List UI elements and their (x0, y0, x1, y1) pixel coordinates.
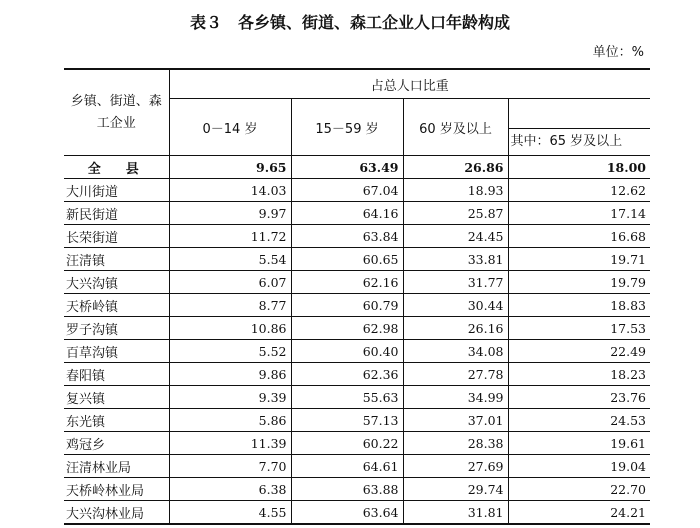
cell-age-15-59: 60.40 (291, 340, 403, 363)
cell-age-0-14: 6.07 (169, 271, 291, 294)
cell-age-65-plus: 22.49 (508, 340, 650, 363)
table-row (64, 202, 650, 225)
header-group: 占总人口比重 (169, 69, 650, 99)
cell-age-65-plus: 18.23 (508, 363, 650, 386)
cell-age-65-plus: 22.70 (508, 478, 650, 501)
cell-age-0-14: 9.97 (169, 202, 291, 225)
cell-region: 春阳镇 (64, 363, 169, 386)
cell-age-60-plus: 33.81 (403, 248, 508, 271)
cell-age-60-plus: 31.77 (403, 271, 508, 294)
cell-age-0-14: 14.03 (169, 179, 291, 202)
cell-age-15-59: 63.84 (291, 225, 403, 248)
cell-age-65-plus: 12.62 (508, 179, 650, 202)
header-region-label: 乡镇、街道、森工企业 (70, 93, 162, 131)
cell-region: 汪清镇 (64, 248, 169, 271)
cell-region: 大兴沟镇 (64, 271, 169, 294)
cell-age-0-14: 5.52 (169, 340, 291, 363)
cell-region: 天桥岭林业局 (64, 478, 169, 501)
cell-age-65-plus: 16.68 (508, 225, 650, 248)
unit-label: 单位：% (592, 45, 644, 60)
table-row (64, 340, 650, 363)
cell-age-0-14: 11.39 (169, 432, 291, 455)
cell-age-60-plus: 34.08 (403, 340, 508, 363)
header-age-65-plus (508, 99, 650, 156)
cell-age-15-59: 57.13 (291, 409, 403, 432)
cell-age-65-plus: 19.79 (508, 271, 650, 294)
cell-region: 复兴镇 (64, 386, 169, 409)
cell-age-15-59: 62.98 (291, 317, 403, 340)
cell-region: 天桥岭镇 (64, 294, 169, 317)
table-row (64, 501, 650, 525)
cell-age-0-14: 9.39 (169, 386, 291, 409)
cell-age-60-plus: 24.45 (403, 225, 508, 248)
cell-age-65-plus: 23.76 (508, 386, 650, 409)
cell-age-0-14: 11.72 (169, 225, 291, 248)
cell-age-60-plus: 27.69 (403, 455, 508, 478)
cell-region: 百草沟镇 (64, 340, 169, 363)
table-row (64, 455, 650, 478)
header-age-0-14: 0－14 岁 (169, 99, 291, 156)
cell-age-60-plus: 26.86 (403, 156, 508, 179)
cell-age-65-plus: 17.14 (508, 202, 650, 225)
table-row (64, 271, 650, 294)
table-row (64, 225, 650, 248)
cell-age-60-plus: 31.81 (403, 501, 508, 525)
population-age-table (64, 68, 650, 525)
table-row (64, 386, 650, 409)
cell-age-15-59: 64.61 (291, 455, 403, 478)
header-region (64, 69, 169, 156)
cell-age-60-plus: 27.78 (403, 363, 508, 386)
cell-age-15-59: 55.63 (291, 386, 403, 409)
cell-age-0-14: 8.77 (169, 294, 291, 317)
cell-age-15-59: 67.04 (291, 179, 403, 202)
cell-age-15-59: 63.49 (291, 156, 403, 179)
cell-age-0-14: 10.86 (169, 317, 291, 340)
cell-age-15-59: 62.36 (291, 363, 403, 386)
cell-age-60-plus: 37.01 (403, 409, 508, 432)
cell-region: 大兴沟林业局 (64, 501, 169, 525)
cell-age-15-59: 62.16 (291, 271, 403, 294)
cell-age-60-plus: 18.93 (403, 179, 508, 202)
table-row (64, 294, 650, 317)
cell-age-65-plus: 24.53 (508, 409, 650, 432)
table-row (64, 179, 650, 202)
cell-age-65-plus: 19.04 (508, 455, 650, 478)
cell-age-0-14: 5.54 (169, 248, 291, 271)
cell-region: 罗子沟镇 (64, 317, 169, 340)
cell-age-65-plus: 19.71 (508, 248, 650, 271)
cell-age-15-59: 60.22 (291, 432, 403, 455)
cell-age-65-plus: 24.21 (508, 501, 650, 525)
cell-age-65-plus: 19.61 (508, 432, 650, 455)
cell-age-60-plus: 26.16 (403, 317, 508, 340)
table-title: 表３ 各乡镇、街道、森工企业人口年龄构成 (189, 13, 510, 32)
cell-region: 长荣街道 (64, 225, 169, 248)
cell-region: 全 县 (64, 156, 169, 179)
table-row (64, 478, 650, 501)
cell-age-0-14: 9.65 (169, 156, 291, 179)
header-age-60-plus: 60 岁及以上 (403, 99, 508, 156)
cell-age-60-plus: 34.99 (403, 386, 508, 409)
cell-age-15-59: 63.64 (291, 501, 403, 525)
cell-region: 鸡冠乡 (64, 432, 169, 455)
table-row (64, 363, 650, 386)
table-row (64, 409, 650, 432)
table-row (64, 317, 650, 340)
cell-age-60-plus: 30.44 (403, 294, 508, 317)
header-age-65-plus-label: 其中：65 岁及以上 (509, 128, 651, 155)
table-row-total (64, 156, 650, 179)
cell-age-0-14: 4.55 (169, 501, 291, 525)
cell-age-15-59: 63.88 (291, 478, 403, 501)
cell-region: 东光镇 (64, 409, 169, 432)
cell-age-65-plus: 18.00 (508, 156, 650, 179)
cell-age-60-plus: 25.87 (403, 202, 508, 225)
cell-age-0-14: 7.70 (169, 455, 291, 478)
cell-age-0-14: 6.38 (169, 478, 291, 501)
cell-region: 汪清林业局 (64, 455, 169, 478)
table-row (64, 432, 650, 455)
cell-age-0-14: 9.86 (169, 363, 291, 386)
cell-age-65-plus: 18.83 (508, 294, 650, 317)
cell-age-15-59: 64.16 (291, 202, 403, 225)
cell-age-0-14: 5.86 (169, 409, 291, 432)
cell-age-60-plus: 29.74 (403, 478, 508, 501)
table-row (64, 248, 650, 271)
table-body (64, 156, 650, 525)
header-age-15-59: 15－59 岁 (291, 99, 403, 156)
cell-region: 新民街道 (64, 202, 169, 225)
cell-age-65-plus: 17.53 (508, 317, 650, 340)
cell-age-60-plus: 28.38 (403, 432, 508, 455)
cell-region: 大川街道 (64, 179, 169, 202)
cell-age-15-59: 60.65 (291, 248, 403, 271)
cell-age-15-59: 60.79 (291, 294, 403, 317)
